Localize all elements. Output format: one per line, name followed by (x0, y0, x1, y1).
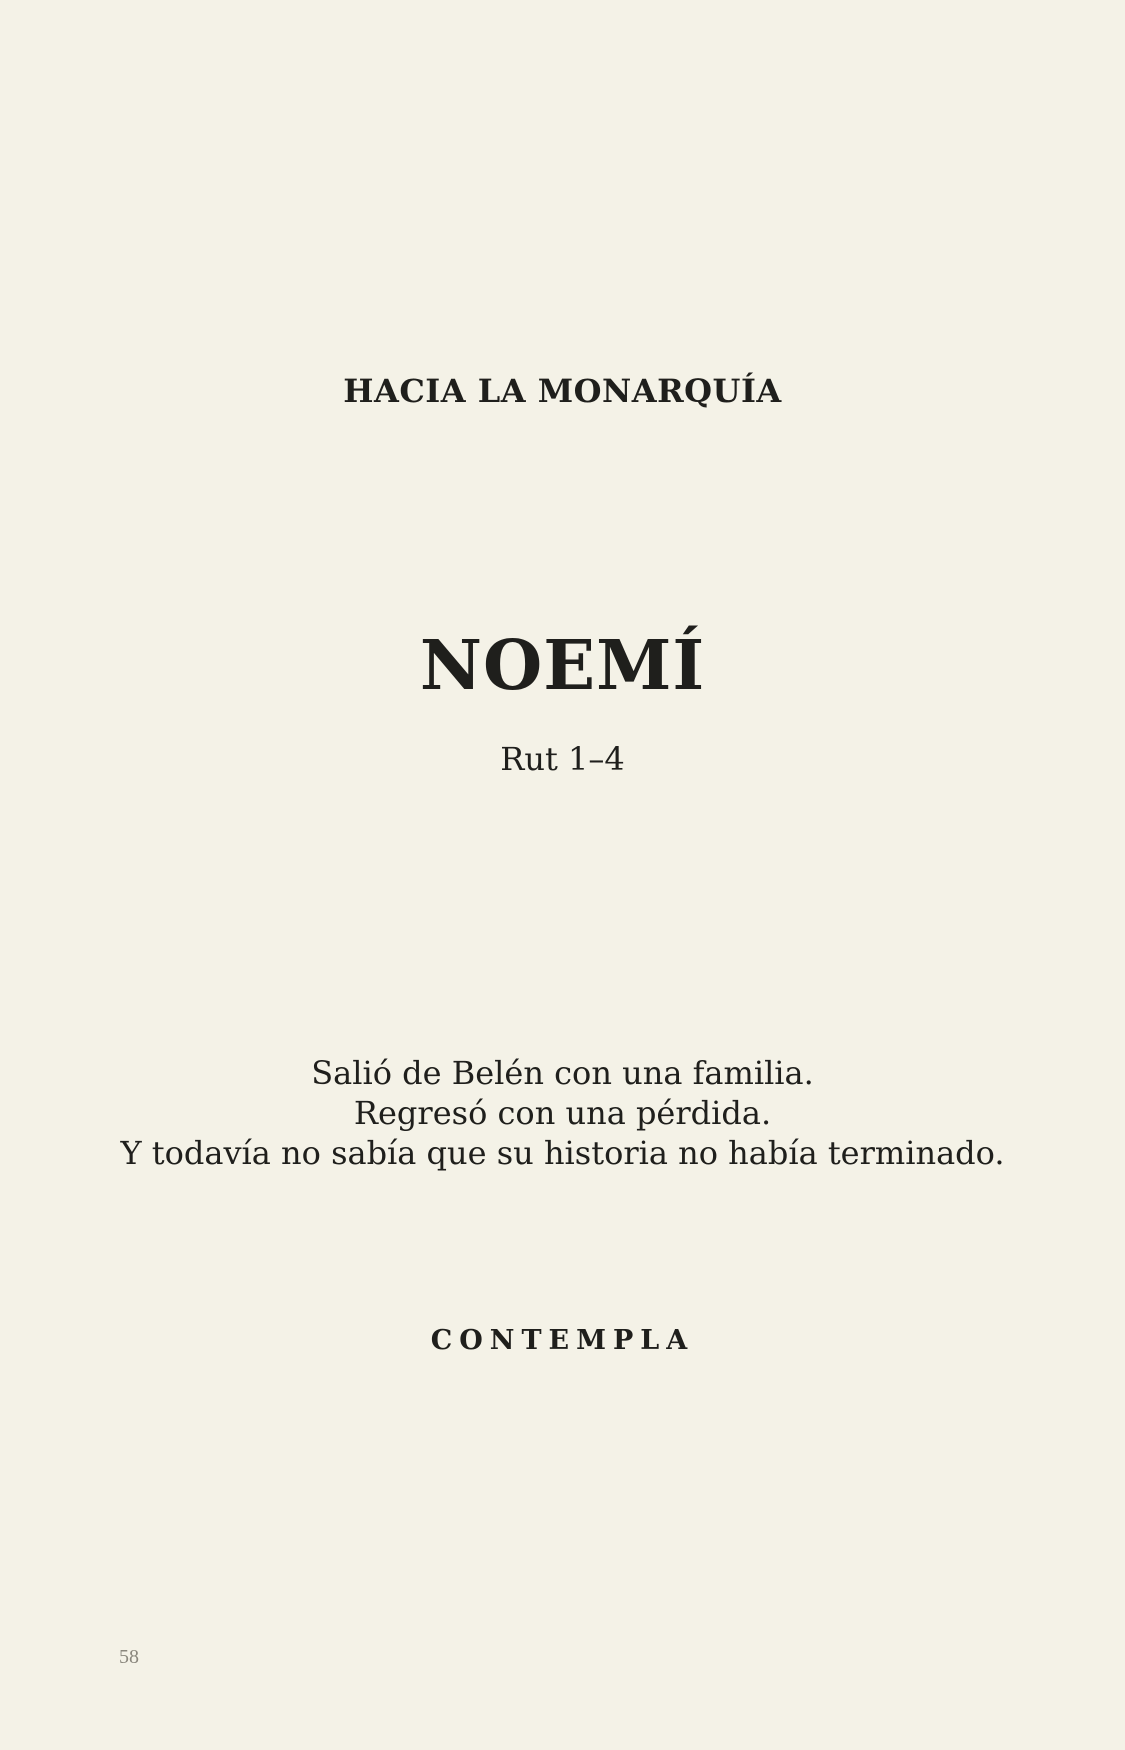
chapter-title: NOEMÍ (419, 626, 706, 706)
epigraph (80, 1053, 1045, 1173)
epigraph-line-1: Salió de Belén con una familia. (311, 1054, 814, 1092)
epigraph-line-3: Y todavía no sabía que su historia no había terminado. (120, 1134, 1005, 1172)
contemplate-label: CONTEMPLA (430, 1325, 695, 1356)
page-number: 58 (119, 1646, 139, 1668)
scripture-reference: Rut 1–4 (500, 740, 625, 778)
section-heading: HACIA LA MONARQUÍA (343, 372, 782, 410)
epigraph-line-2: Regresó con una pérdida. (353, 1094, 772, 1132)
